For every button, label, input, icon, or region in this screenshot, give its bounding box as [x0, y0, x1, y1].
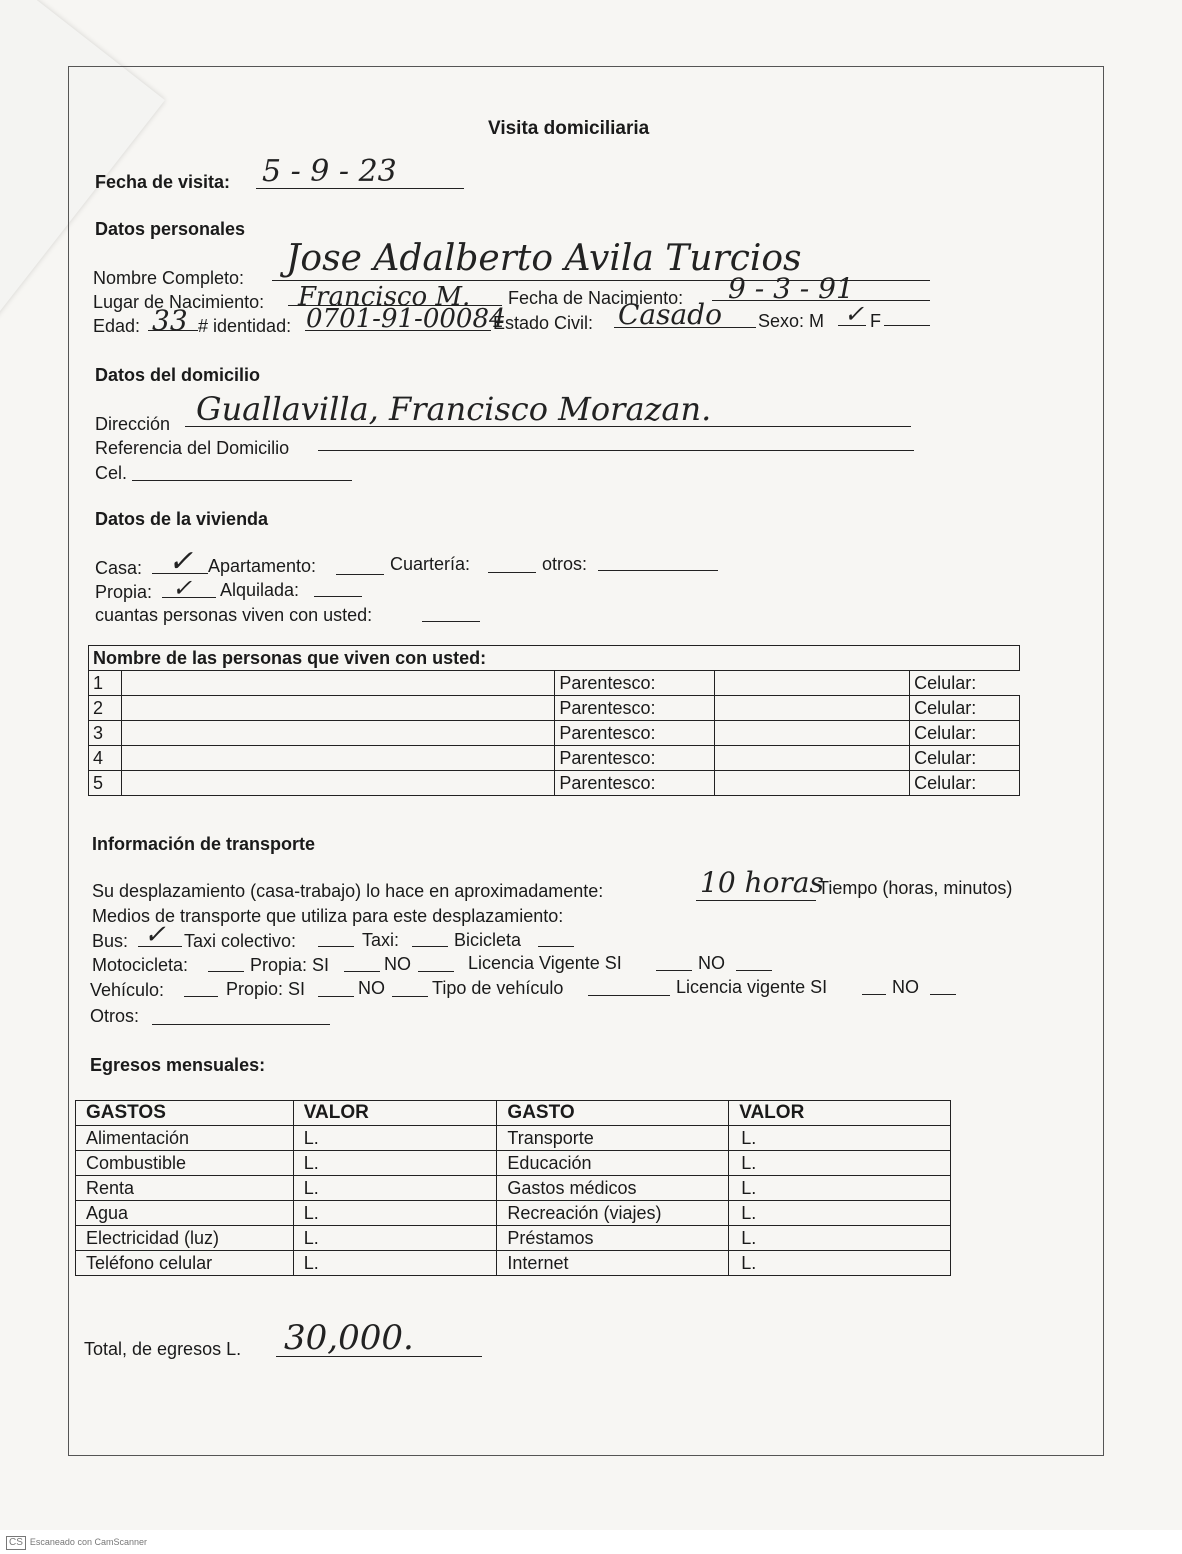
table-row	[76, 1251, 951, 1276]
expense-name: Gastos médicos	[497, 1176, 729, 1201]
row-number: 2	[89, 696, 122, 721]
phone-label: Celular:	[910, 746, 1020, 771]
expense-name: Renta	[76, 1176, 294, 1201]
egresos-table	[75, 1100, 951, 1276]
relation-cell[interactable]	[715, 696, 910, 721]
phone-label: Celular:	[910, 771, 1020, 796]
person-name-cell[interactable]	[122, 696, 555, 721]
name-label: Nombre Completo:	[93, 268, 245, 288]
phone-label: Celular:	[910, 696, 1020, 721]
moto-propia-label: Propia: SI	[250, 955, 330, 975]
birthplace-value[interactable]: Francisco M.	[298, 282, 471, 312]
otros-vivienda-label: otros:	[542, 554, 588, 574]
relation-cell[interactable]	[715, 721, 910, 746]
relation-cell[interactable]	[715, 746, 910, 771]
birthdate-label: Fecha de Nacimiento:	[508, 288, 684, 308]
relation-label: Parentesco:	[555, 696, 715, 721]
person-name-cell[interactable]	[122, 671, 555, 696]
table-row	[89, 771, 1020, 796]
otros-transport-line	[152, 1024, 330, 1025]
vivienda-heading: Datos de la vivienda	[95, 509, 269, 529]
tipo-vehiculo-line	[588, 995, 670, 996]
apartamento-label: Apartamento:	[208, 556, 317, 576]
transport-heading: Información de transporte	[92, 834, 316, 854]
cuarteria-line	[488, 572, 536, 573]
persons-table-header-row	[89, 646, 1020, 671]
sex-m-check-icon[interactable]: ✓	[844, 300, 865, 328]
expense-name: Recreación (viajes)	[497, 1201, 729, 1226]
row-number: 4	[89, 746, 122, 771]
moto-propia-si-line	[344, 971, 380, 972]
moto-label: Motocicleta:	[92, 955, 189, 975]
expense-name: Internet	[497, 1251, 729, 1276]
commute-unit-label: Tiempo (horas, minutos)	[818, 878, 1013, 898]
expense-name: Préstamos	[497, 1226, 729, 1251]
otros-vivienda-line	[598, 570, 718, 571]
moto-line	[208, 971, 244, 972]
expense-name: Educación	[497, 1151, 729, 1176]
moto-licencia-si-line	[656, 970, 692, 971]
vehiculo-licencia-label: Licencia vigente SI	[676, 977, 828, 997]
expense-name: Alimentación	[76, 1126, 294, 1151]
table-row	[89, 721, 1020, 746]
person-name-cell[interactable]	[122, 746, 555, 771]
id-label: # identidad:	[198, 316, 292, 336]
taxi-label: Taxi:	[362, 930, 400, 950]
expense-value[interactable]: L.	[729, 1176, 951, 1201]
person-name-cell[interactable]	[122, 721, 555, 746]
tipo-vehiculo-label: Tipo de vehículo	[432, 978, 564, 998]
vehiculo-propio-no-label: NO	[358, 978, 385, 998]
sex-label: Sexo: M	[758, 311, 825, 331]
reference-label: Referencia del Domicilio	[95, 438, 290, 458]
vehiculo-licencia-no-line	[930, 994, 956, 995]
age-label: Edad:	[93, 316, 141, 336]
row-number: 1	[89, 671, 122, 696]
cel-line	[132, 480, 352, 481]
scanner-text: Escaneado con CamScanner	[29, 1537, 147, 1547]
expense-value[interactable]: L.	[729, 1151, 951, 1176]
table-row	[76, 1151, 951, 1176]
civil-label: Estado Civil:	[493, 313, 594, 333]
expense-name: Transporte	[497, 1126, 729, 1151]
bus-check-icon[interactable]: ✓	[144, 920, 166, 950]
persons-table	[88, 645, 1020, 796]
expense-name: Electricidad (luz)	[76, 1226, 294, 1251]
expense-name: Agua	[76, 1201, 294, 1226]
cel-label: Cel.	[95, 463, 128, 483]
otros-transport-label: Otros:	[90, 1006, 140, 1026]
vehiculo-line	[184, 996, 218, 997]
egresos-header-row	[76, 1101, 951, 1126]
expense-value[interactable]: L.	[729, 1251, 951, 1276]
col-valor2-header: VALOR	[729, 1101, 951, 1126]
relation-label: Parentesco:	[555, 746, 715, 771]
personal-heading: Datos personales	[95, 219, 246, 239]
cuarteria-label: Cuartería:	[390, 554, 471, 574]
vehiculo-licencia-si-line	[862, 994, 886, 995]
expense-value[interactable]: L.	[293, 1151, 497, 1176]
table-row	[89, 746, 1020, 771]
address-label: Dirección	[95, 414, 171, 434]
expense-value[interactable]: L.	[293, 1126, 497, 1151]
relation-label: Parentesco:	[555, 721, 715, 746]
casa-check-icon[interactable]: ✓	[168, 544, 194, 579]
col-gasto-header: GASTO	[497, 1101, 729, 1126]
name-value[interactable]: Jose Adalberto Avila Turcios	[286, 238, 802, 279]
expense-value[interactable]: L.	[293, 1201, 497, 1226]
reference-line	[318, 450, 914, 451]
vehiculo-licencia-no-label: NO	[892, 977, 919, 997]
address-value[interactable]: Guallavilla, Francisco Morazan.	[196, 390, 712, 428]
birthplace-label: Lugar de Nacimiento:	[93, 292, 265, 312]
commute-line	[696, 900, 816, 901]
scanner-footer	[0, 1530, 1182, 1554]
expense-name: Combustible	[76, 1151, 294, 1176]
relation-label: Parentesco:	[555, 671, 715, 696]
persons-count-line	[422, 621, 480, 622]
commute-label: Su desplazamiento (casa-trabajo) lo hace en aproximadamente:	[92, 881, 604, 901]
table-row	[76, 1226, 951, 1251]
age-value[interactable]: 33	[152, 304, 188, 337]
relation-cell[interactable]	[715, 671, 910, 696]
bicicleta-label: Bicicleta	[454, 930, 522, 950]
birthdate-value[interactable]: 9 - 3 - 91	[728, 272, 854, 305]
form-title: Visita domiciliaria	[488, 118, 650, 139]
civil-value[interactable]: Casado	[618, 298, 722, 331]
commute-value[interactable]: 10 horas	[700, 866, 824, 899]
vehiculo-propio-si-line	[318, 996, 354, 997]
casa-label: Casa:	[95, 558, 143, 578]
col-gastos-header: GASTOS	[76, 1101, 294, 1126]
expense-name: Teléfono celular	[76, 1251, 294, 1276]
table-row	[76, 1126, 951, 1151]
sex-f-label: F	[870, 311, 881, 331]
person-name-cell[interactable]	[122, 771, 555, 796]
row-number: 3	[89, 721, 122, 746]
expense-value[interactable]: L.	[293, 1176, 497, 1201]
alquilada-line	[314, 596, 362, 597]
relation-cell[interactable]	[715, 771, 910, 796]
total-label: Total, de egresos L.	[84, 1339, 242, 1359]
sex-f-line	[884, 325, 930, 326]
propia-label: Propia:	[95, 582, 153, 602]
expense-value[interactable]: L.	[293, 1251, 497, 1276]
id-value[interactable]: 0701-91-00084	[306, 304, 506, 334]
col-valor-header: VALOR	[293, 1101, 497, 1126]
domicilio-heading: Datos del domicilio	[95, 365, 261, 385]
table-row	[89, 696, 1020, 721]
table-row	[89, 671, 1020, 696]
moto-licencia-no-line	[736, 970, 772, 971]
persons-table-header: Nombre de las personas que viven con usted:	[89, 646, 1020, 671]
propia-check-icon[interactable]: ✓	[172, 574, 193, 602]
total-value[interactable]: 30,000.	[284, 1318, 414, 1358]
expense-value[interactable]: L.	[729, 1126, 951, 1151]
expense-value[interactable]: L.	[729, 1201, 951, 1226]
moto-propia-no-label: NO	[384, 954, 411, 974]
means-label: Medios de transporte que utiliza para este desplazamiento:	[92, 906, 564, 926]
phone-label: Celular:	[910, 721, 1020, 746]
phone-label: Celular:	[910, 671, 1020, 696]
table-row	[76, 1176, 951, 1201]
relation-label: Parentesco:	[555, 771, 715, 796]
alquilada-label: Alquilada:	[220, 580, 300, 600]
row-number: 5	[89, 771, 122, 796]
table-row	[76, 1201, 951, 1226]
vehiculo-propio-label: Propio: SI	[226, 979, 306, 999]
taxi-line	[412, 946, 448, 947]
moto-licencia-label: Licencia Vigente SI	[468, 953, 622, 973]
expense-value[interactable]: L.	[729, 1226, 951, 1251]
camscanner-logo-icon: CS	[6, 1536, 26, 1550]
visit-date-label: Fecha de visita:	[95, 172, 231, 192]
taxi-colectivo-label: Taxi colectivo:	[184, 931, 297, 951]
bicicleta-line	[538, 946, 574, 947]
moto-licencia-no-label: NO	[698, 953, 725, 973]
egresos-heading: Egresos mensuales:	[90, 1055, 266, 1075]
expense-value[interactable]: L.	[293, 1226, 497, 1251]
bus-label: Bus:	[92, 931, 129, 951]
apartamento-line	[336, 574, 384, 575]
moto-propia-no-line	[418, 971, 454, 972]
vehiculo-propio-no-line	[392, 996, 428, 997]
taxi-colectivo-line	[318, 946, 354, 947]
persons-count-label: cuantas personas viven con usted:	[95, 605, 373, 625]
visit-date-value[interactable]: 5 - 9 - 23	[262, 154, 397, 189]
vehiculo-label: Vehículo:	[90, 980, 165, 1000]
